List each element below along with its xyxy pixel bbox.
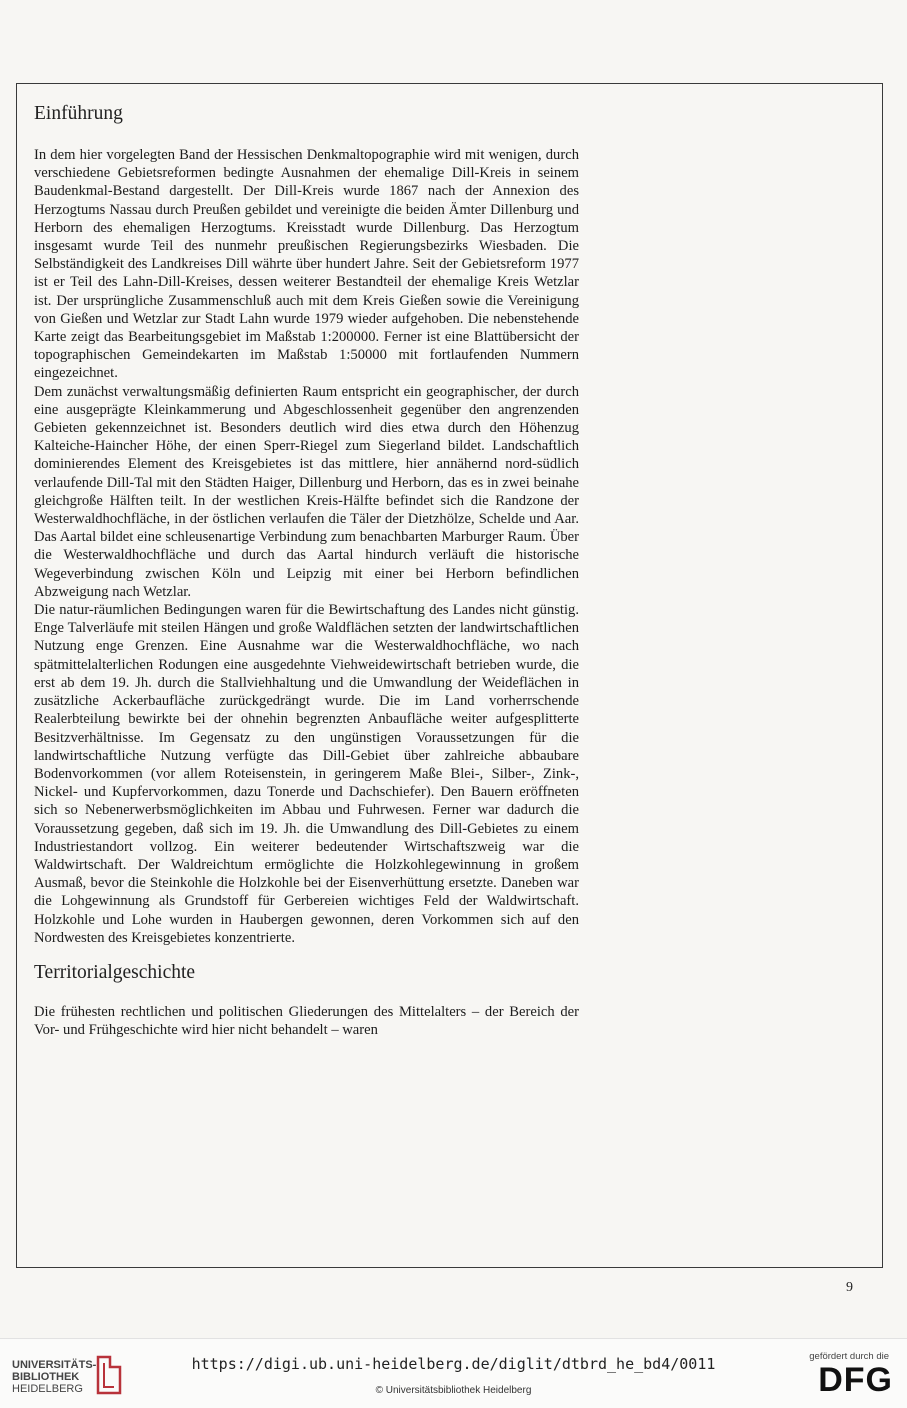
dfg-logo[interactable]: DFG: [818, 1361, 893, 1399]
section-heading-territorial-history: Territorialgeschichte: [34, 961, 196, 983]
page-number: 9: [846, 1280, 853, 1295]
intro-paragraph-3: Die natur-räumlichen Bedingungen waren für die Bewirtschaftung des Landes nicht günstig. Enge Talverläufe mit steilen Hängen und große Waldflächen setzten der landwirtschaftlichen Nutzung enge Grenzen. Eine Ausnahme war die Westerwaldhochfläche, wo nach spätmittelalterlichen Rodungen eine ausgedehnte Viehweidewirtschaft betrieben wurde, die erst ab dem 19. Jh. durch die Stallviehhaltung und die Umwandlung der Weideflächen in zusätzliche Ackerbaufläche zurückgedrängt wurde. Die im Land vorherrschende Realerbteilung bewirkte bei der ohnehin begrenzten Anbaufläche weiter aufgesplitterte Besitzverhältnisse. Im Gegensatz zu den ungünstigen Voraussetzungen für die landwirtschaftliche Nutzung verfügte das Dill-Gebiet über zahlreiche abbaubare Bodenvorkommen (vor allem Roteisenstein, in geringerem Maße Blei-, Silber-, Zink-, Nickel- und Kupfervorkommen, dazu Tonerde und Dachschiefer). Den Bauern eröffneten sich so Nebenerwerbsmöglichkeiten im Abbau und Fuhrwesen. Ferner war dadurch die Voraussetzung gegeben, daß sich im 19. Jh. die Umwandlung des Dill-Gebietes zu einem Industriestandort vollzog. Ein weiterer bedeutender Wirtschaftszweig war die Waldwirtschaft. Der Waldreichtum ermöglichte die Holzkohlegewinnung in großem Ausmaß, bevor die Steinkohle die Holzkohle bei der Eisenverhüttung ersetzte. Daneben war die Lohgewinnung als Grundstoff für Gerbereien wichtiges Feld der Waldwirtschaft. Holzkohle und Lohe wurden in Haubergen gewonnen, deren Vorkommen sich auf den Nordwesten des Kreisgebietes konzentrierte.: [34, 602, 579, 946]
intro-paragraph-1: In dem hier vorgelegten Band der Hessischen Denkmaltopographie wird mit wenigen, durch verschiedene Gebietsreformen bedingte Ausnahmen der ehemalige Dill-Kreis in seinem Baudenkmal-Bestand dargestellt. Der Dill-Kreis wurde 1867 nach der Annexion des Herzogtums Nassau durch Preußen gebildet und vereinigte die beiden Ämter Dillenburg und Herborn des ehemaligen Herzogtums. Kreisstadt wurde Dillenburg. Das Herzogtum insgesamt wurde Teil des nunmehr preußischen Regierungsbezirks Wiesbaden. Die Selbständigkeit des Landkreises Dill währte über hundert Jahre. Seit der Gebietsreform 1977 ist er Teil des Lahn-Dill-Kreises, dessen weiterer Bestandteil der ehemalige Kreis Wetzlar ist. Der ursprüngliche Zusammenschluß auch mit dem Kreis Gießen sowie die Vereinigung von Gießen und Wetzlar zur Stadt Lahn wurde 1979 wieder aufgehoben. Die nebenstehende Karte zeigt das Bearbeitungsgebiet im Maßstab 1:200000. Ferner ist eine Blattübersicht der topographischen Gemeindekarten im Maßstab 1:50000 mit fortlaufenden Nummern eingezeichnet.: [34, 147, 579, 382]
permalink-url[interactable]: https://digi.ub.uni-heidelberg.de/diglit/dtbrd_he_bd4/0011: [191, 1355, 716, 1373]
library-name-line1: UNIVERSITÄTS-: [12, 1359, 97, 1371]
intro-paragraph-2: Dem zunächst verwaltungsmäßig definierten Raum entspricht ein geographischer, der durch eine ausgeprägte Kleinkammerung und Abgeschlossenheit gegenüber den angrenzenden Gebieten gekennzeichnet ist. Besonders deutlich wird dies etwa durch den Höhenzug Kalteiche-Haincher Höhe, der einen Sperr-Riegel zum Siegerland bildet. Landschaftlich dominierendes Element des Kreisgebietes ist das mittlere, hier annähernd nord-südlich verlaufende Dill-Tal mit den Städten Haiger, Dillenburg und Herborn, das es in zwei beinahe gleichgroße Hälften teilt. In der westlichen Kreis-Hälfte befindet sich die Randzone der Westerwaldhochfläche, in der östlichen verlaufen die Täler der Dietzhölze, Schelde und Aar. Das Aartal bildet eine schleusenartige Verbindung zum benachbarten Marburger Raum. Über die Westerwaldhochfläche und durch das Aartal hindurch verläuft die historische Wegeverbindung zwischen Köln und Leipzig mit einer bei Herborn befindlichen Abzweigung nach Wetzlar.: [34, 383, 579, 600]
territorial-paragraph-1: Die frühesten rechtlichen und politischen Gliederungen des Mittelalters – der Bereich der Vor- und Frühgeschichte wird hier nicht behandelt – waren: [34, 1003, 579, 1039]
viewer-footer: [0, 1338, 907, 1408]
library-name-line2: BIBLIOTHEK: [12, 1371, 80, 1383]
funding-note: gefördert durch die: [809, 1351, 889, 1362]
library-name-line3: HEIDELBERG: [12, 1383, 83, 1395]
copyright-notice: © Universitätsbibliothek Heidelberg: [375, 1385, 532, 1396]
section-heading-introduction: Einführung: [34, 103, 123, 124]
page-content: [34, 100, 579, 1039]
